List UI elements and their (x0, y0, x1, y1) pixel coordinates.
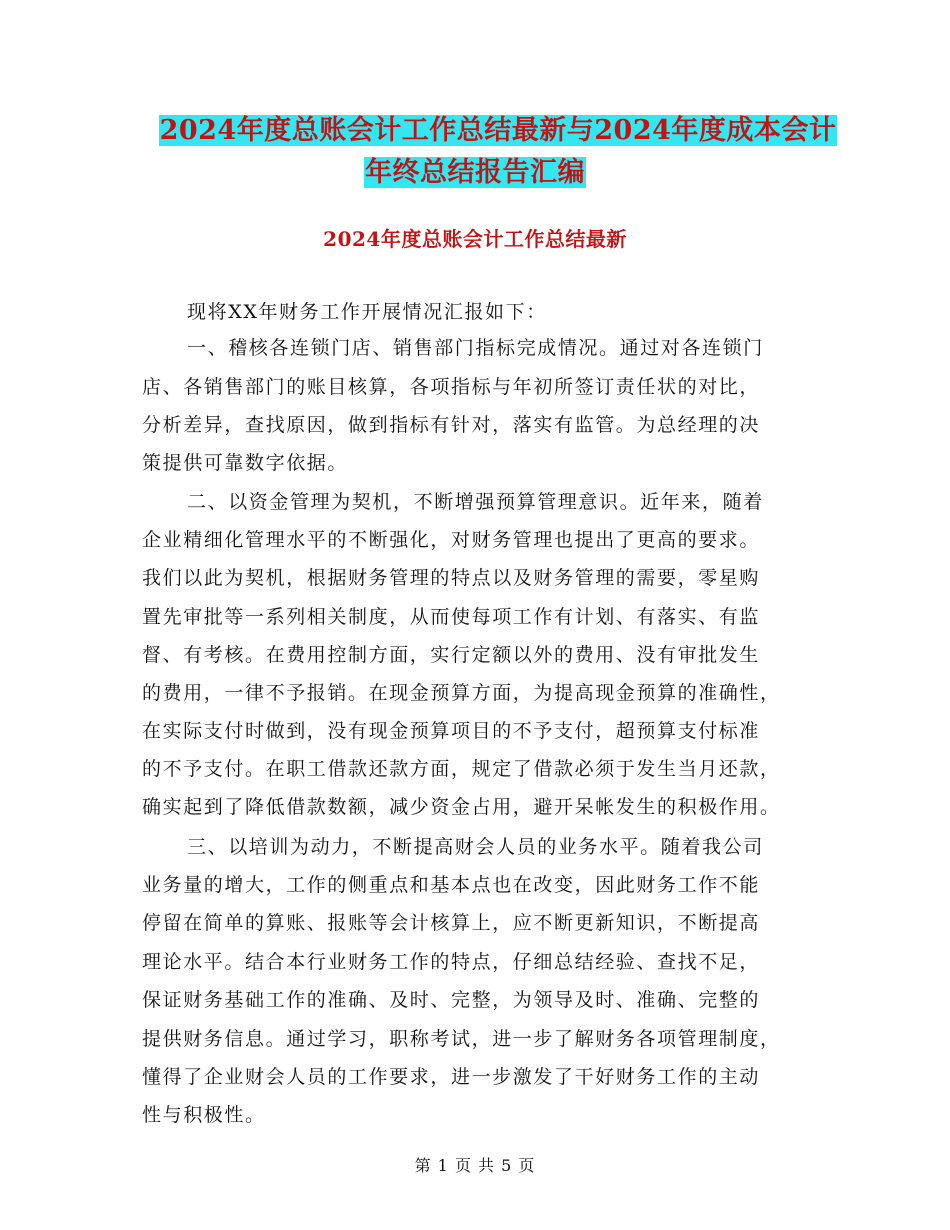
paragraph-line: 店、各销售部门的账目核算，各项指标与年初所签订责任状的对比， (142, 376, 761, 398)
document-title-line-2: 年终总结报告汇编 (365, 157, 585, 188)
paragraph-line: 一、稽核各连锁门店、销售部门指标完成情况。通过对各连锁门 (187, 337, 764, 359)
paragraph-line: 企业精细化管理水平的不断强化，对财务管理也提出了更高的要求。 (142, 529, 761, 551)
paragraph-line: 业务量的增大，工作的侧重点和基本点也在改变，因此财务工作不能 (142, 874, 761, 896)
paragraph-line: 我们以此为契机，根据财务管理的特点以及财务管理的需要，零星购 (142, 567, 761, 589)
page-footer: 第 1 页 共 5 页 (414, 1156, 536, 1175)
paragraph-line: 提供财务信息。通过学习，职称考试，进一步了解财务各项管理制度， (142, 1028, 781, 1050)
paragraph-line: 懂得了企业财会人员的工作要求，进一步激发了干好财务工作的主动 (142, 1066, 761, 1088)
paragraph-line: 的费用，一律不予报销。在现金预算方面，为提高现金预算的准确性， (142, 682, 781, 704)
paragraph-line: 确实起到了降低借款数额，减少资金占用，避开呆帐发生的积极作用。 (142, 796, 781, 818)
document-title-line-1: 2024年度总账会计工作总结最新与2024年度成本会计 (159, 115, 837, 146)
paragraph-line: 三、以培训为动力，不断提高财会人员的业务水平。随着我公司 (187, 836, 764, 858)
paragraph-line: 督、有考核。在费用控制方面，实行定额以外的费用、没有审批发生 (142, 644, 761, 666)
paragraph-line: 理论水平。结合本行业财务工作的特点，仔细总结经验、查找不足， (142, 951, 761, 973)
paragraph-line: 二、以资金管理为契机，不断增强预算管理意识。近年来，随着 (187, 491, 764, 513)
paragraph-line: 在实际支付时做到，没有现金预算项目的不予支付，超预算支付标准 (142, 720, 761, 742)
paragraph-line: 停留在简单的算账、报账等会计核算上，应不断更新知识，不断提高 (142, 912, 761, 934)
paragraph-line: 保证财务基础工作的准确、及时、完整，为领导及时、准确、完整的 (142, 989, 761, 1011)
paragraph-line: 性与积极性。 (142, 1104, 266, 1126)
paragraph-line: 的不予支付。在职工借款还款方面，规定了借款必须于发生当月还款， (142, 758, 781, 780)
section-heading: 2024年度总账会计工作总结最新 (323, 227, 627, 251)
paragraph-line: 策提供可靠数字依据。 (142, 452, 349, 474)
paragraph-line: 置先审批等一系列相关制度，从而使每项工作有计划、有落实、有监 (142, 606, 761, 628)
paragraph-line: 现将XX年财务工作开展情况汇报如下： (187, 301, 547, 323)
paragraph-line: 分析差异，查找原因，做到指标有针对，落实有监管。为总经理的决 (142, 414, 761, 436)
